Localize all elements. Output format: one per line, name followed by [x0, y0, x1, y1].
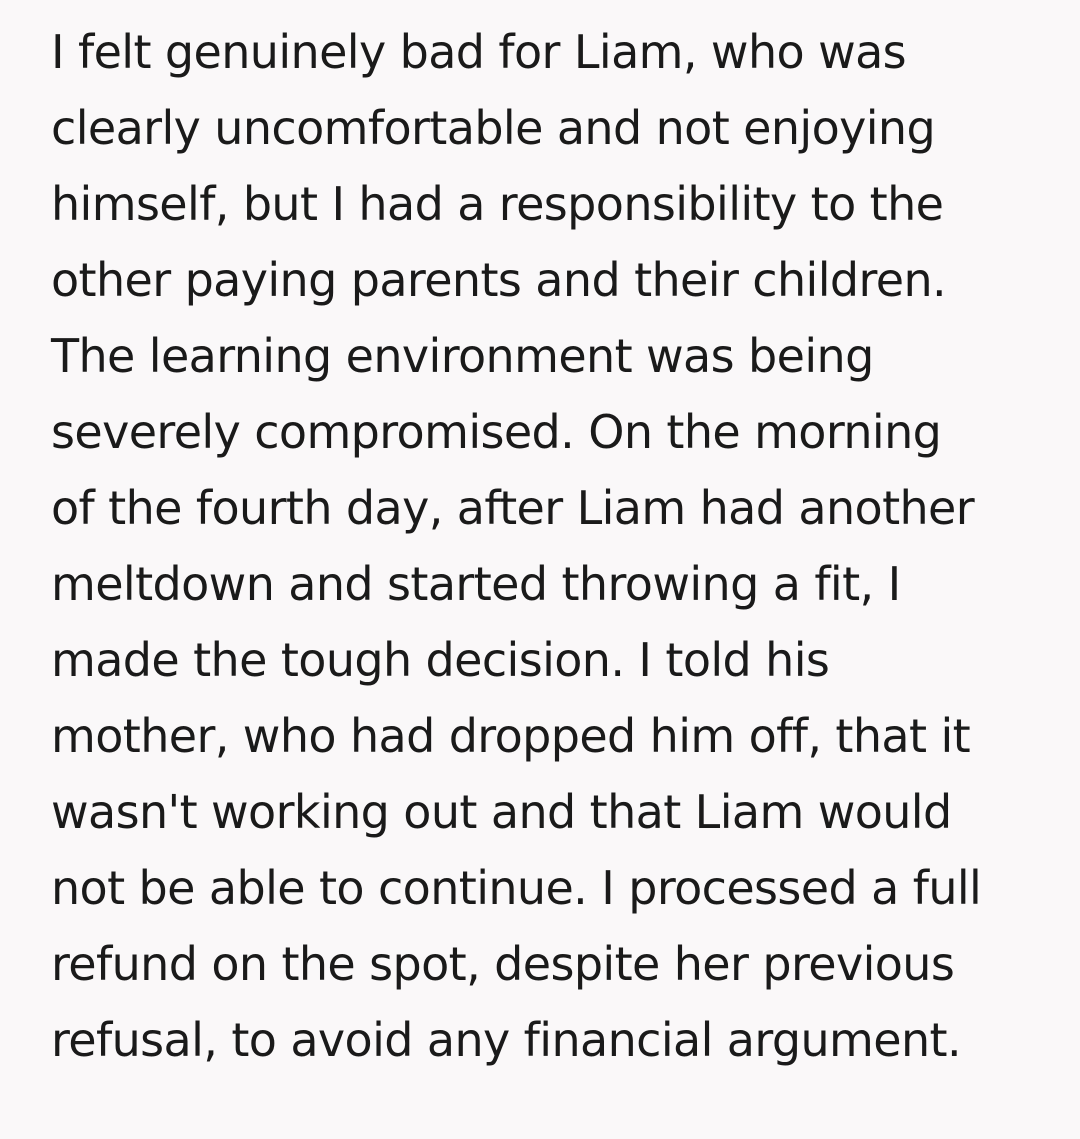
article-paragraph: I felt genuinely bad for Liam, who was clearly uncomfortable and not enjoying himself, but I had a responsibility to the other paying parents and their children. The learning environment was being severely compromised. On the morning of the fourth day, after Liam had another meltdown and started throwing a fit, I made the tough decision. I told his mother, who had dropped him off, that it wasn't working out and that Liam would not be able to continue. I processed a full refund on the spot, despite her previous refusal, to avoid any financial argument.	[51, 25, 982, 1067]
